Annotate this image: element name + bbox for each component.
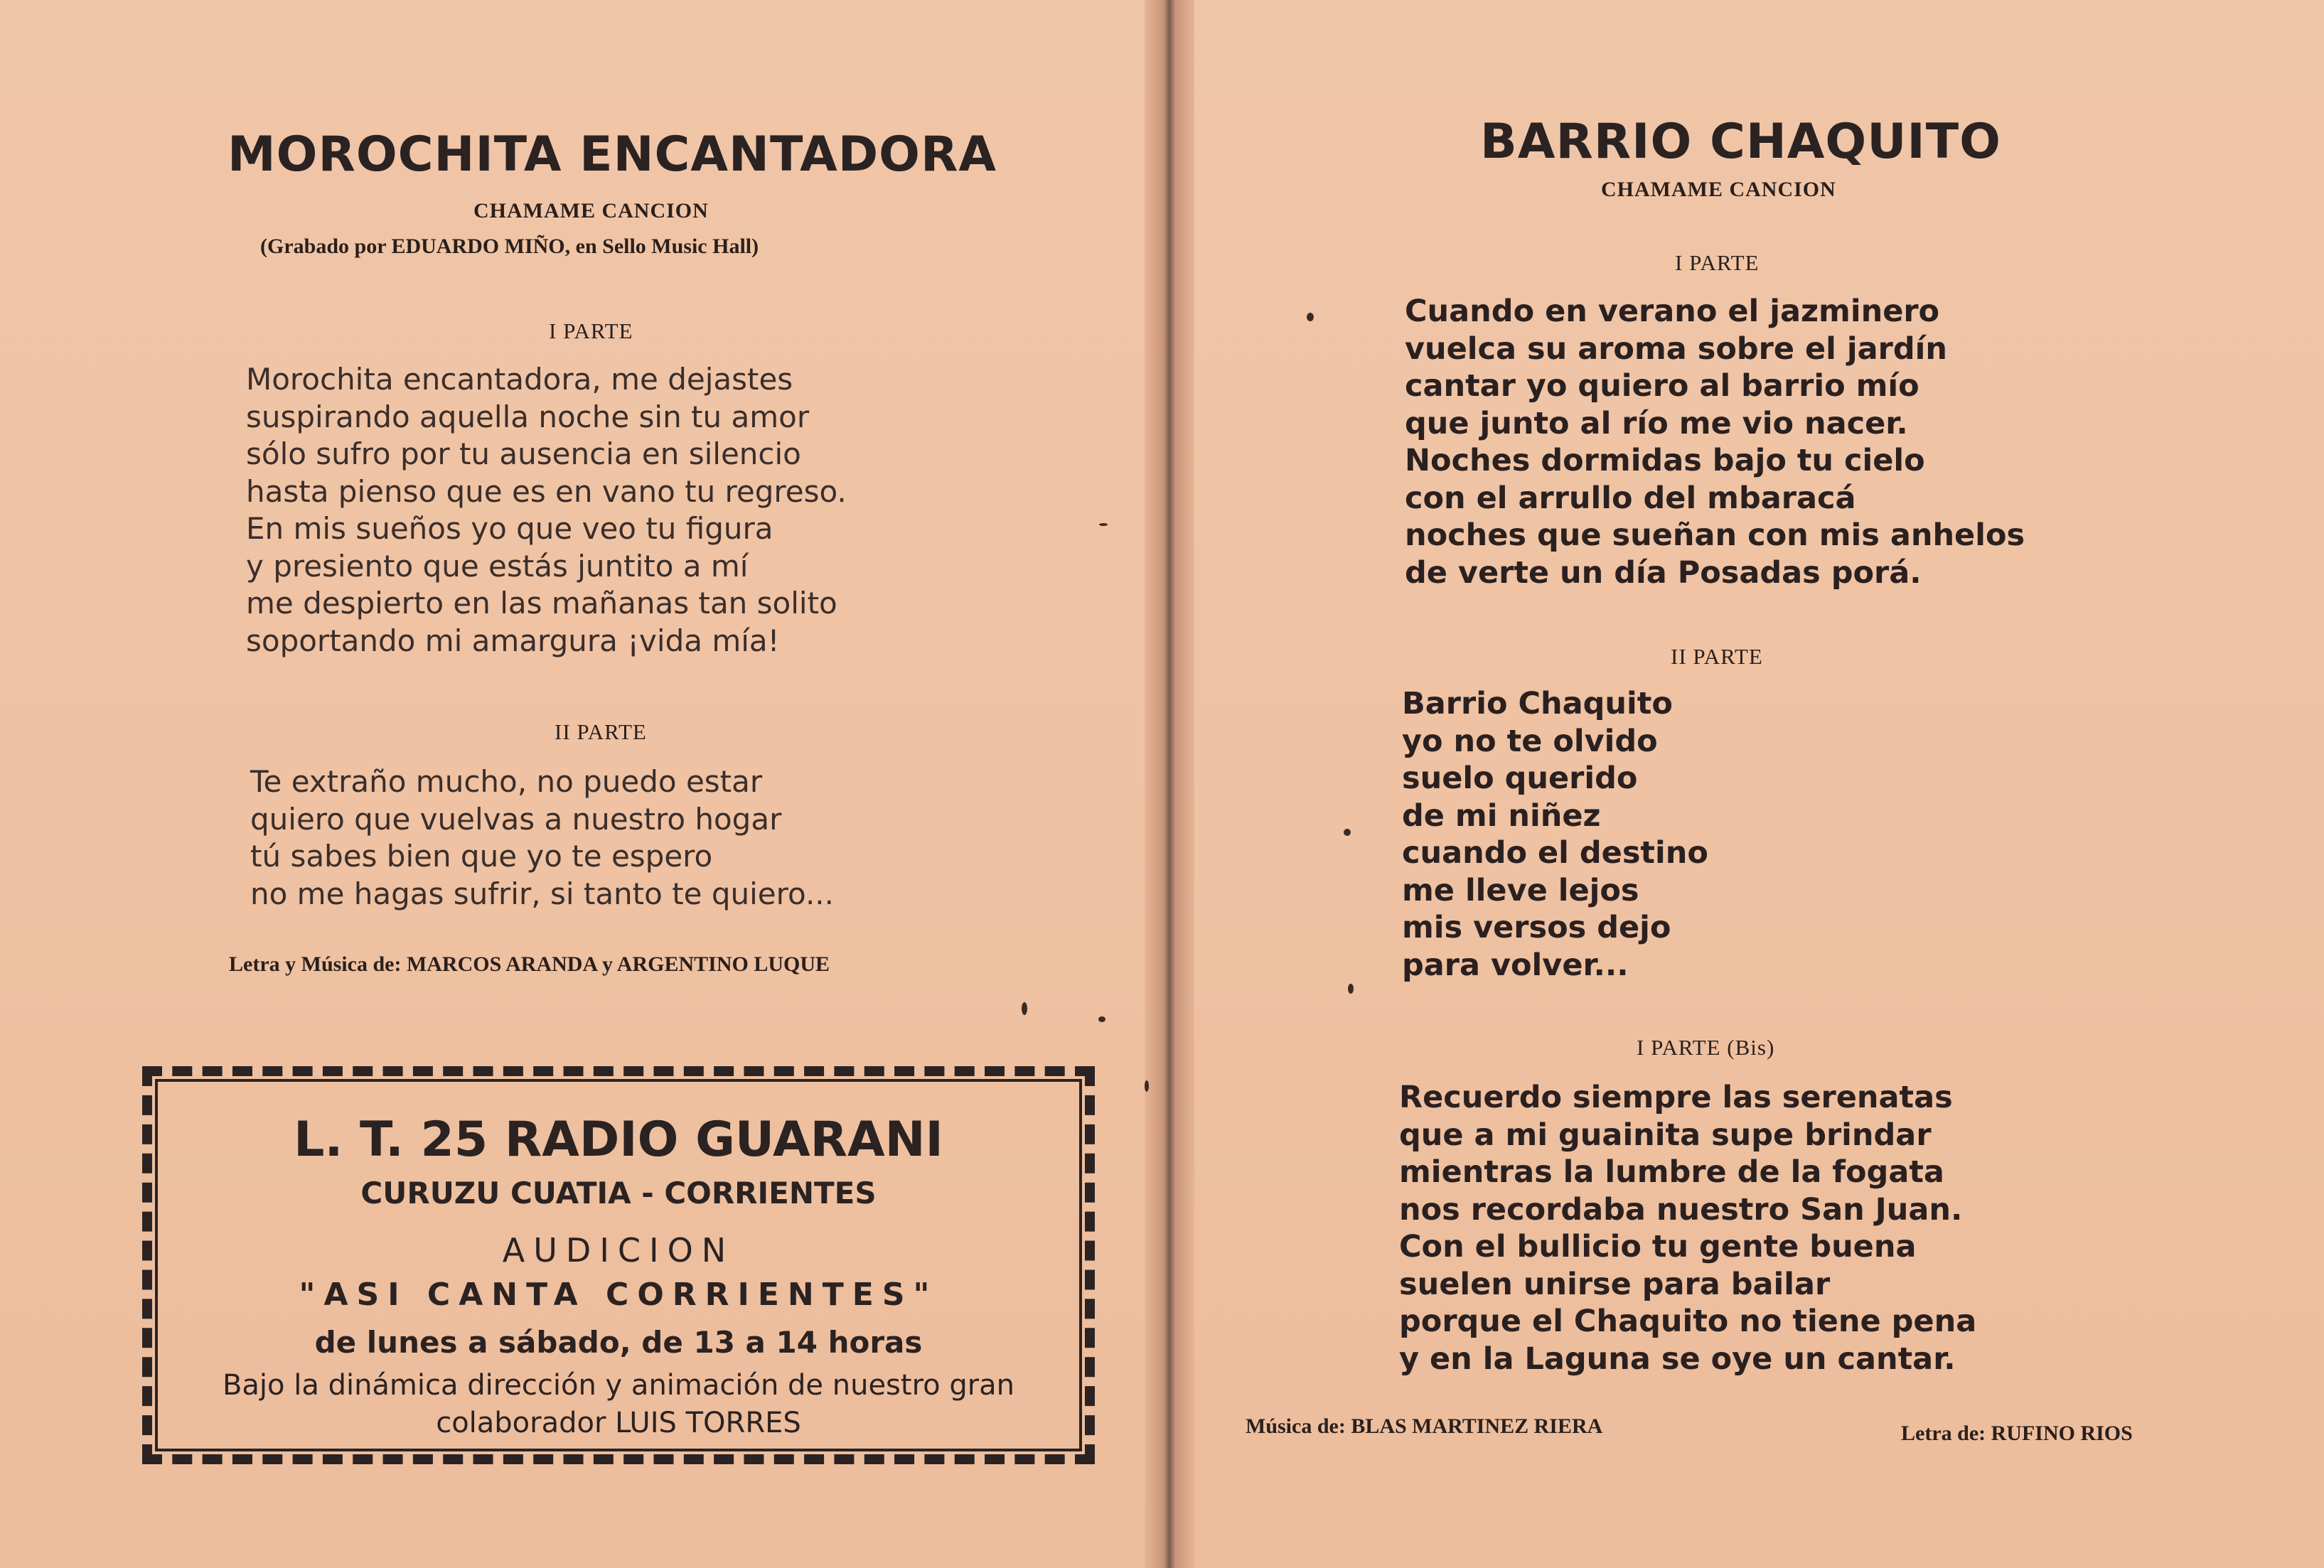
- verse-line: Te extraño mucho, no puedo estar: [250, 764, 763, 799]
- part2-label-left: II PARTE: [555, 719, 647, 744]
- paper-speck: [1022, 1002, 1027, 1015]
- verse-line: de mi niñez: [1402, 798, 1601, 834]
- paper-speck: [1098, 1016, 1105, 1022]
- verse-line: yo no te olvido: [1402, 723, 1658, 759]
- verse-line: y presiento que estás juntito a mí: [246, 548, 749, 584]
- paper-speck: [1344, 829, 1351, 836]
- verse-line: sólo sufro por tu ausencia en silencio: [246, 436, 801, 471]
- verse-line: me lleve lejos: [1402, 872, 1639, 908]
- verse-line: que junto al río me vio nacer.: [1405, 405, 1908, 441]
- verse-block-right-1: [1405, 293, 2025, 591]
- verse-line: noches que sueñan con mis anhelos: [1405, 517, 2025, 553]
- verse-line: para volver...: [1402, 947, 1629, 983]
- verse-line: con el arrullo del mbaracá: [1405, 480, 1856, 516]
- part1-label-left: I PARTE: [549, 318, 633, 343]
- verse-line: y en la Laguna se oye un cantar.: [1399, 1341, 1956, 1377]
- paper-speck: [1348, 984, 1354, 994]
- verse-line: suelen unirse para bailar: [1399, 1266, 1831, 1302]
- ad-description-line2: colaborador LUIS TORRES: [436, 1407, 801, 1439]
- verse-line: quiero que vuelvas a nuestro hogar: [250, 801, 782, 837]
- verse-line: no me hagas sufrir, si tanto te quiero...: [250, 876, 834, 911]
- verse-block-left-1: [246, 361, 847, 660]
- paper-speck: [1099, 523, 1108, 526]
- verse-line: que a mi guainita supe brindar: [1399, 1117, 1932, 1153]
- genre-right: CHAMAME CANCION: [1601, 178, 1836, 201]
- verse-line: cantar yo quiero al barrio mío: [1405, 368, 1919, 404]
- verse-line: cuando el destino: [1402, 835, 1708, 871]
- radio-advertisement: [142, 1066, 1095, 1464]
- credits-left: Letra y Música de: MARCOS ARANDA y ARGENTINO LUQUE: [229, 952, 830, 976]
- verse-line: mientras la lumbre de la fogata: [1399, 1154, 1944, 1190]
- ad-title: L. T. 25 RADIO GUARANI: [294, 1112, 943, 1168]
- paper-speck: [1307, 313, 1314, 321]
- music-credit-right: Música de: BLAS MARTINEZ RIERA: [1246, 1414, 1603, 1438]
- verse-line: nos recordaba nuestro San Juan.: [1399, 1191, 1963, 1228]
- verse-line: Barrio Chaquito: [1402, 686, 1673, 721]
- verse-line: soportando mi amargura ¡vida mía!: [246, 623, 780, 658]
- ad-audition: AUDICION: [502, 1231, 735, 1269]
- verse-line: Con el bullicio tu gente buena: [1399, 1229, 1917, 1264]
- book-gutter: [1145, 0, 1194, 1568]
- ad-schedule: de lunes a sábado, de 13 a 14 horas: [314, 1325, 923, 1360]
- verse-line: me despierto en las mañanas tan solito: [246, 586, 837, 621]
- verse-block-right-2: [1402, 685, 1708, 984]
- verse-line: de verte un día Posadas porá.: [1405, 554, 1922, 591]
- part3-label-right: I PARTE (Bis): [1637, 1035, 1775, 1060]
- verse-line: tú sabes bien que yo te espero: [250, 839, 713, 874]
- verse-line: suspirando aquella noche sin tu amor: [246, 399, 810, 434]
- verse-line: Recuerdo siempre las serenatas: [1399, 1080, 1953, 1115]
- part2-label-right: II PARTE: [1671, 644, 1763, 669]
- genre-left: CHAMAME CANCION: [473, 199, 709, 222]
- verse-line: En mis sueños yo que veo tu figura: [246, 511, 773, 546]
- ad-description-line1: Bajo la dinámica dirección y animación de nuestro gran: [222, 1369, 1015, 1402]
- part1-label-right: I PARTE: [1675, 250, 1760, 275]
- verse-line: hasta pienso que es en vano tu regreso.: [246, 473, 847, 509]
- verse-line: vuelca su aroma sobre el jardín: [1405, 331, 1947, 367]
- recording-note: (Grabado por EDUARDO MIÑO, en Sello Music Hall): [260, 235, 759, 258]
- lyrics-credit-right: Letra de: RUFINO RIOS: [1901, 1422, 2133, 1445]
- verse-block-right-3: [1399, 1079, 1976, 1378]
- verse-line: Morochita encantadora, me dejastes: [246, 362, 793, 397]
- ad-location: CURUZU CUATIA - CORRIENTES: [360, 1176, 877, 1210]
- song-title-left: MOROCHITA ENCANTADORA: [227, 127, 997, 183]
- song-title-right: BARRIO CHAQUITO: [1480, 114, 2001, 170]
- verse-line: Noches dormidas bajo tu cielo: [1405, 443, 1925, 478]
- verse-line: porque el Chaquito no tiene pena: [1399, 1304, 1977, 1339]
- verse-block-left-2: [250, 763, 834, 913]
- verse-line: mis versos dejo: [1402, 910, 1671, 945]
- paper-speck: [1145, 1080, 1149, 1092]
- ad-program-name: "ASI CANTA CORRIENTES": [299, 1277, 938, 1313]
- verse-line: Cuando en verano el jazminero: [1405, 294, 1940, 329]
- verse-line: suelo querido: [1402, 761, 1638, 796]
